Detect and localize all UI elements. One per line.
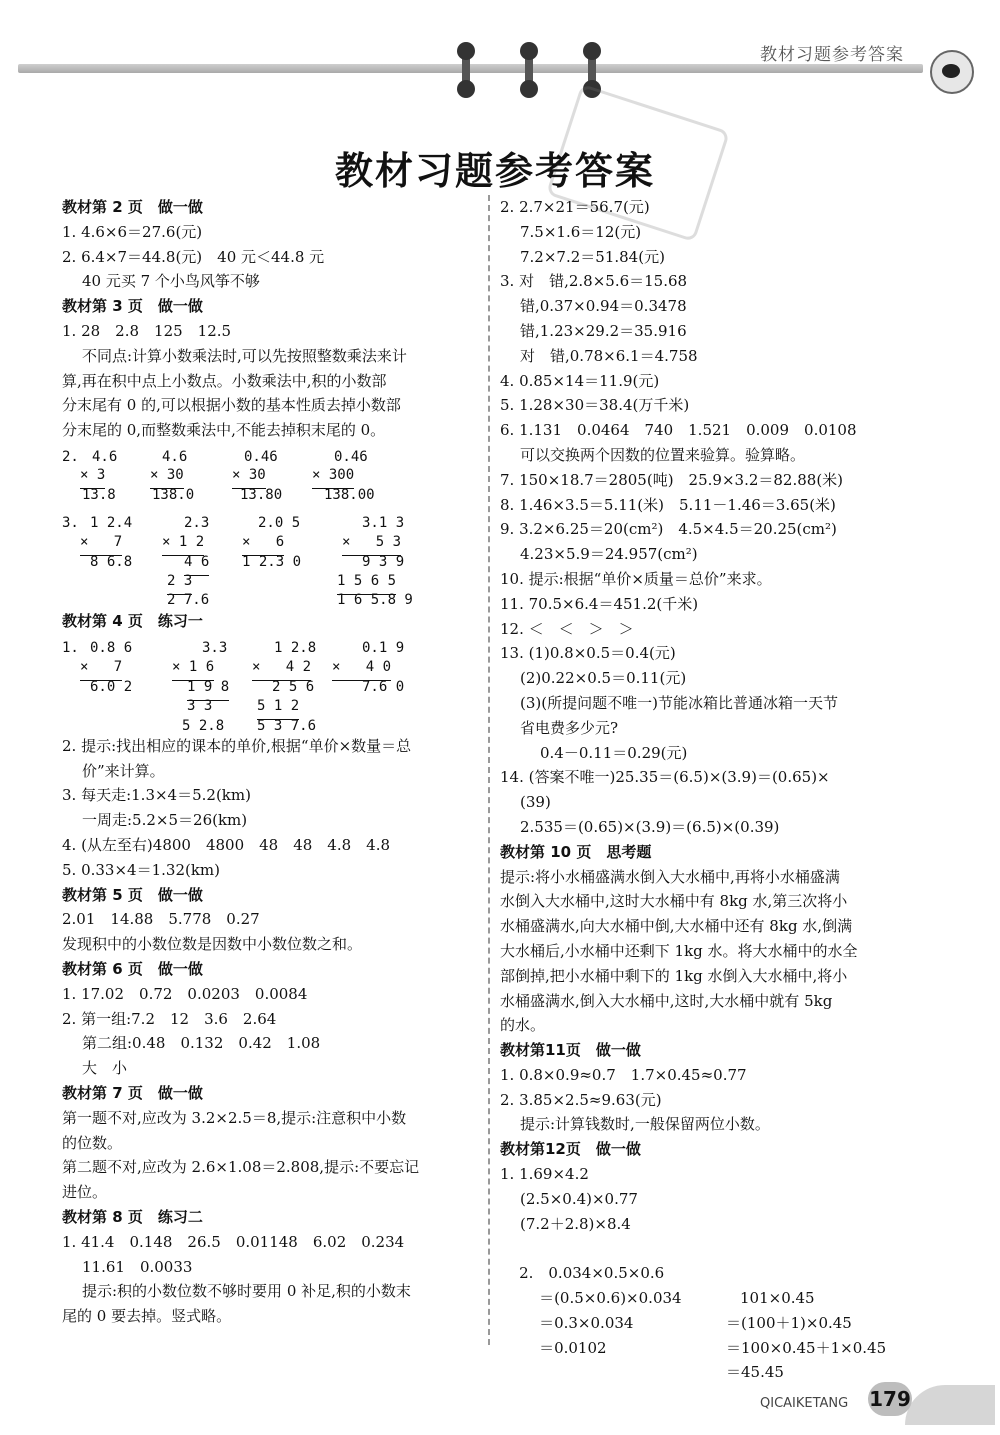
calc-line: × 30	[150, 463, 184, 489]
answer-line: 11.61 0.0033	[82, 1257, 193, 1276]
answer-line: 提示:积的小数位数不够时要用 0 补足,积的小数末	[82, 1282, 411, 1301]
calc-line: 5 3 7.6	[257, 717, 317, 734]
calc-line: 5 2.8	[182, 717, 225, 734]
answer-line: 3. 对 错,2.8×5.6＝15.68	[500, 272, 688, 291]
answer-line: 1. 41.4 0.148 26.5 0.01148 6.02 0.234	[62, 1232, 405, 1251]
answer-line: 1. 28 2.8 125 12.5	[62, 321, 232, 340]
calc-line: × 300	[312, 463, 354, 489]
answer-line: 2. 2.7×21＝56.7(元)	[500, 198, 650, 216]
answer-line: 7.5×1.6＝12(元)	[520, 222, 642, 241]
calc-line: 1 5 6 5	[337, 569, 396, 595]
section-heading: 教材第11页 做一做	[500, 1041, 641, 1060]
item-number: 3.	[62, 514, 79, 531]
answer-line: 尾的 0 要去掉。竖式略。	[62, 1307, 232, 1326]
answer-line: 4. 0.85×14＝11.9(元)	[500, 371, 660, 390]
answer-line: 9. 3.2×6.25＝20(cm²) 4.5×4.5＝20.25(cm²)	[500, 520, 837, 539]
answer-line: 2. 第一组:7.2 12 3.6 2.64	[62, 1009, 277, 1028]
answer-line: 1. 17.02 0.72 0.0203 0.0084	[62, 984, 308, 1003]
calc-line: 1 2.4	[90, 514, 133, 531]
answer-line: 2. 6.4×7＝44.8(元) 40 元＜44.8 元	[62, 247, 325, 266]
answer-line: ＝45.45	[726, 1363, 784, 1382]
calc-line: 13.80	[240, 486, 283, 503]
calc-line: × 6	[242, 530, 284, 556]
calc-line: 13.8	[82, 486, 116, 503]
calc-line: × 5 3	[342, 530, 401, 556]
answer-line: 4.23×5.9＝24.957(cm²)	[520, 545, 698, 564]
answer-line: 2. 3.85×2.5≈9.63(元)	[500, 1090, 662, 1109]
answer-line: 提示:将小水桶盛满水倒入大水桶中,再将小水桶盛满	[500, 867, 840, 886]
mascot-icon	[930, 50, 974, 94]
answer-line: 发现积中的小数位数是因数中小数位数之和。	[62, 935, 363, 954]
calc-line: 0.46	[244, 448, 278, 465]
page-title: 教材习题参考答案	[334, 149, 655, 193]
calc-line: × 1 6	[172, 655, 214, 681]
answer-line: 对 错,0.78×6.1＝4.758	[520, 346, 698, 365]
calc-line: 0.8 6	[90, 639, 133, 656]
answer-line: 2.01 14.88 5.778 0.27	[62, 910, 260, 929]
answer-line: (2.5×0.4)×0.77	[520, 1189, 638, 1208]
answer-line: 10. 提示:根据“单价×质量＝总价”来求。	[500, 569, 772, 588]
calc-line: × 3	[80, 463, 105, 489]
calc-line: 9 3 9	[362, 553, 405, 570]
answer-line: 分末尾有 0 的,可以根据小数的基本性质去掉小数部	[62, 396, 401, 415]
calc-line: 2 5 6	[272, 678, 315, 695]
calc-line: 1 6 5.8 9	[337, 591, 413, 608]
calc-line: 3.1 3	[362, 514, 405, 531]
answer-line: 1. 0.8×0.9≈0.7 1.7×0.45≈0.77	[500, 1065, 747, 1084]
answer-line: 水桶盛满水,向大水桶中倒,大水桶中还有 8kg 水,倒满	[500, 917, 853, 936]
answer-line: ＝(100＋1)×0.45	[726, 1313, 852, 1332]
answer-line: 5. 1.28×30＝38.4(万千米)	[500, 396, 690, 415]
calc-line: × 7	[80, 530, 122, 556]
section-heading: 教材第 5 页 做一做	[62, 885, 203, 904]
binder-ring-2	[525, 46, 533, 94]
section-heading: 教材第12页 做一做	[500, 1140, 641, 1159]
answer-line: 1. 1.69×4.2	[500, 1165, 589, 1184]
item-number: 2.	[62, 448, 79, 465]
calc-line: 2 3	[167, 569, 192, 595]
item-number: 1.	[62, 639, 79, 656]
answer-line: 0.4－0.11＝0.29(元)	[540, 743, 688, 762]
calc-line: 4.6	[162, 448, 188, 465]
calc-line: 0.46	[334, 448, 368, 465]
answer-line: 8. 1.46×3.5＝5.11(米) 5.11－1.46＝3.65(米)	[500, 495, 836, 514]
calc-line: 4 6	[184, 550, 209, 576]
section-heading: 教材第 8 页 练习二	[62, 1207, 203, 1226]
answer-line: 大水桶后,小水桶中还剩下 1kg 水。将大水桶中的水全	[500, 941, 858, 960]
answer-line: 水倒入大水桶中,这时大水桶中有 8kg 水,第三次将小	[500, 892, 848, 911]
calc-line: 1 2.3 0	[242, 553, 302, 570]
section-heading: 教材第 6 页 做一做	[62, 959, 203, 978]
calc-line: 1 9 8	[187, 675, 229, 701]
answer-line: 2. 提示:找出相应的课本的单价,根据“单价×数量＝总	[62, 736, 412, 755]
answer-line: 的位数。	[62, 1133, 123, 1152]
calc-line: × 4 0	[332, 655, 391, 681]
calc-line: 138.00	[324, 486, 375, 503]
answer-line: 水桶盛满水,倒入大水桶中,这时,大水桶中就有 5kg	[500, 991, 833, 1010]
answer-line: 1. 4.6×6＝27.6(元)	[62, 222, 203, 241]
calc-line: 4.6	[92, 448, 118, 465]
answer-line: 6. 1.131 0.0464 740 1.521 0.009 0.0108	[500, 421, 857, 440]
header-rule	[18, 64, 923, 73]
answer-line: 13. (1)0.8×0.5＝0.4(元)	[500, 644, 676, 663]
answer-line: 第二题不对,应改为 2.6×1.08＝2.808,提示:不要忘记	[62, 1158, 420, 1177]
answer-line: (7.2＋2.8)×8.4	[520, 1214, 631, 1233]
answer-line: 第二组:0.48 0.132 0.42 1.08	[82, 1034, 321, 1053]
calc-line: 3 3	[187, 697, 213, 714]
answer-line: 错,1.23×29.2＝35.916	[520, 321, 687, 340]
section-heading: 教材第 10 页 思考题	[500, 842, 652, 861]
calc-line: 7.6 0	[362, 678, 405, 695]
calc-line: 8 6.8	[90, 553, 133, 570]
vertical-calc-group	[62, 634, 482, 734]
calc-line: 2 7.6	[167, 591, 210, 608]
footer-brand: QICAIKETANG	[760, 1396, 849, 1411]
answer-line: 2.535＝(0.65)×(3.9)＝(6.5)×(0.39)	[520, 817, 780, 836]
answer-line: 提示:计算钱数时,一般保留两位小数。	[520, 1115, 770, 1134]
section-heading: 教材第 2 页 做一做	[62, 198, 203, 216]
answer-line: (39)	[520, 793, 551, 812]
calc-line: × 7	[80, 655, 122, 681]
vertical-calc-group	[62, 505, 482, 609]
answer-line: 不同点:计算小数乘法时,可以先按照整数乘法来计	[82, 346, 407, 365]
answer-line: 省电费多少元?	[520, 718, 619, 737]
calc-line: 0.1 9	[362, 639, 405, 656]
answer-line: 一周走:5.2×5＝26(km)	[82, 811, 248, 830]
answer-line: 12. ＜ ＜ ＞ ＞	[500, 619, 634, 638]
calc-line: × 30	[232, 463, 266, 489]
calc-line: 138.0	[152, 486, 195, 503]
answer-line: (3)(所提问题不唯一)节能冰箱比普通冰箱一天节	[520, 693, 838, 712]
answer-line: 第一题不对,应改为 3.2×2.5＝8,提示:注意积中小数	[62, 1108, 407, 1127]
answer-line: 4. (从左至右)4800 4800 48 48 4.8 4.8	[62, 835, 391, 854]
answer-line: 101×0.45	[740, 1289, 815, 1308]
section-heading: 教材第 3 页 做一做	[62, 297, 203, 316]
answer-line: 分末尾的 0,而整数乘法中,不能去掉积末尾的 0。	[62, 421, 386, 440]
answer-line: (2)0.22×0.5＝0.11(元)	[520, 669, 687, 688]
answer-line: 40 元买 7 个小鸟风筝不够	[82, 272, 260, 291]
answer-line: ＝0.3×0.034	[539, 1313, 634, 1332]
answer-line: 5. 0.33×4＝1.32(km)	[62, 860, 221, 879]
answer-line: ＝100×0.45＋1×0.45	[726, 1338, 887, 1357]
left-column	[62, 195, 482, 1329]
answer-line: 部倒掉,把小水桶中剩下的 1kg 水倒入大水桶中,将小	[500, 966, 848, 985]
calc-line: × 1 2	[162, 530, 204, 556]
answer-line: 算,再在积中点上小数点。小数乘法中,积的小数部	[62, 371, 387, 390]
answer-line: 大 小	[82, 1059, 128, 1078]
right-column	[500, 195, 940, 1382]
binder-ring-1	[462, 46, 470, 94]
answer-line: 7. 150×18.7＝2805(吨) 25.9×3.2＝82.88(米)	[500, 470, 844, 489]
calc-line: 5 1 2	[257, 694, 299, 720]
answer-line: 2. 0.034×0.5×0.6	[519, 1264, 665, 1283]
column-divider	[488, 195, 490, 1345]
footer-swoosh	[905, 1385, 995, 1425]
page-number: 179	[868, 1382, 912, 1416]
answer-line: 进位。	[62, 1183, 108, 1202]
answer-line: 可以交换两个因数的位置来验算。验算略。	[520, 445, 806, 464]
answer-line: 11. 70.5×6.4＝451.2(千米)	[500, 594, 699, 613]
answer-line: 3. 每天走:1.3×4＝5.2(km)	[62, 786, 251, 805]
answer-line: 7.2×7.2＝51.84(元)	[520, 247, 665, 266]
section-heading: 教材第 4 页 练习一	[62, 611, 203, 630]
answer-line: 14. (答案不唯一)25.35＝(6.5)×(3.9)＝(0.65)×	[500, 768, 830, 787]
answer-line: ＝(0.5×0.6)×0.034	[539, 1289, 682, 1308]
calc-line: 2.3	[184, 514, 210, 531]
header-brand: 教材习题参考答案	[760, 45, 904, 65]
answer-line: ＝0.0102	[539, 1338, 607, 1357]
vertical-calc-group	[62, 443, 482, 505]
calc-line: 3.3	[202, 639, 228, 656]
calc-line: × 4 2	[252, 655, 311, 681]
calc-line: 1 2.8	[274, 639, 317, 656]
answer-line: 错,0.37×0.94＝0.3478	[520, 297, 687, 316]
calc-line: 6.0 2	[90, 678, 133, 695]
calc-line: 2.0 5	[258, 514, 301, 531]
section-heading: 教材第 7 页 做一做	[62, 1083, 203, 1102]
answer-line: 价”来计算。	[82, 761, 165, 780]
answer-line: 的水。	[500, 1016, 546, 1035]
